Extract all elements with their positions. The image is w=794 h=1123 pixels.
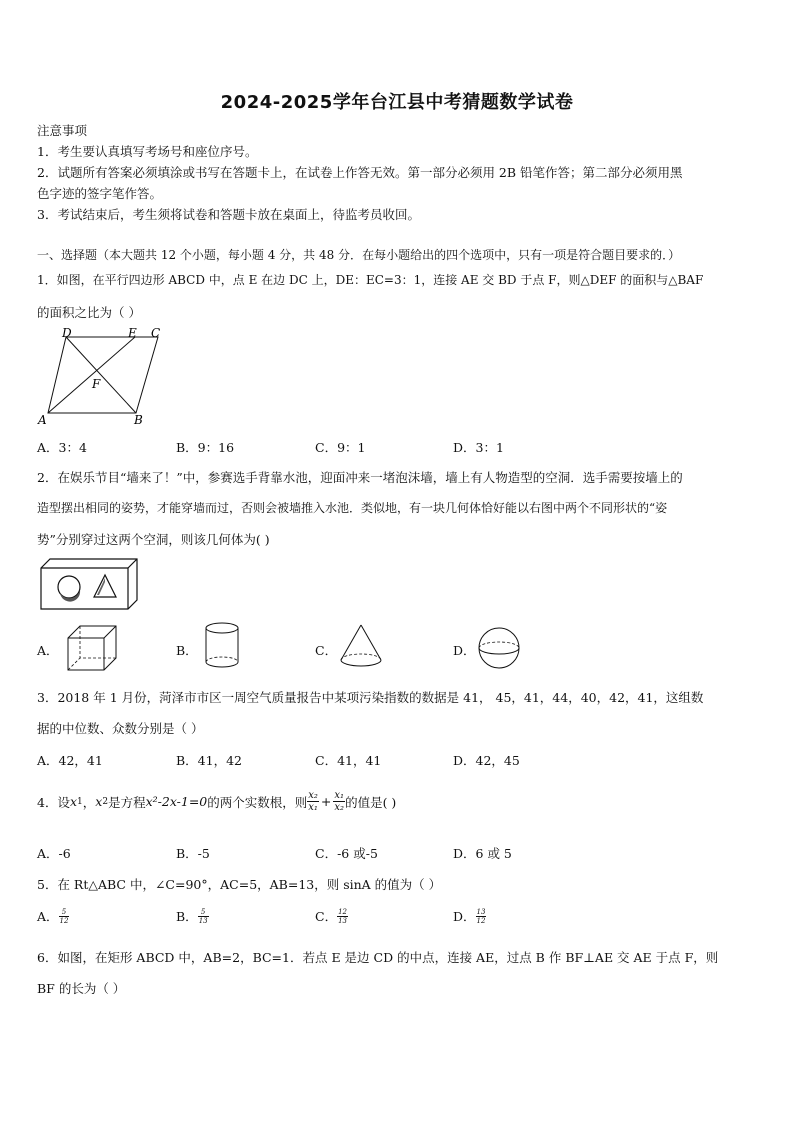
q4-fraction-1: $\frac{\text{x₂}}{\text{x₁}}$ (308, 790, 318, 813)
q4-sub2: 2 (102, 796, 109, 807)
q1-option-a[interactable]: A．3：4 (37, 440, 87, 455)
q1-option-b[interactable]: B．9：16 (176, 440, 235, 455)
q4-pre: 4．设 (37, 794, 70, 810)
q5-option-c[interactable]: C． $\frac{12}{13}$ (315, 907, 347, 925)
notice-item-2: 2．试题所有答案必须填涂或书写在答题卡上，在试卷上作答无效。第一部分必须用 2B 铅笔作答；第二部分必须用黑 (37, 165, 683, 180)
q3-option-a[interactable]: A．42，41 (37, 753, 103, 768)
q6-text-line1: 6．如图，在矩形 ABCD 中，AB=2，BC=1．若点 E 是边 CD 的中点，连接 AE，过点 B 作 BF⊥AE 交 AE 于点 F，则 (37, 950, 719, 965)
q1-text-line2: 的面积之比为（ ） (37, 305, 141, 320)
label-d: D (62, 326, 72, 340)
label-a: A (38, 413, 47, 427)
q5-option-d[interactable]: D． $\frac{13}{12}$ (453, 907, 486, 925)
label-e: E (128, 326, 137, 340)
q1-option-d[interactable]: D．3：1 (453, 440, 504, 455)
section-heading: 一、选择题（本大题共 12 个小题，每小题 4 分，共 48 分．在每小题给出的四个选项中，只有一项是符合题目要求的．） (37, 248, 681, 262)
q6-text-line2: BF 的长为（ ） (37, 981, 126, 996)
q4-comma: ， (82, 794, 96, 810)
q4-option-a[interactable]: A．-6 (37, 846, 71, 861)
q4-equation: x²-2x-1=0 (145, 794, 208, 809)
q4-mid: 是方程 (108, 794, 146, 810)
cube-icon (66, 624, 118, 672)
q2-option-a[interactable]: A． (37, 643, 59, 658)
q3-option-b[interactable]: B．41，42 (176, 753, 242, 768)
q2-text-line2: 造型摆出相同的姿势，才能穿墙而过，否则会被墙推入水池．类似地，有一块几何体恰好能以右图中两个不同形状的“姿 (37, 501, 668, 515)
q2-text-line1: 2．在娱乐节目“墙来了！”中，参赛选手背靠水池，迎面冲来一堵泡沫墙，墙上有人物造型的空洞．选手需要按墙上的 (37, 470, 683, 485)
q4-fraction-2: $\frac{\text{x₁}}{\text{x₂}}$ (334, 790, 345, 813)
cone-icon (338, 622, 384, 670)
q5-option-b[interactable]: B． $\frac{5}{13}$ (176, 907, 208, 925)
q5-option-a[interactable]: A． $\frac{5}{12}$ (37, 907, 69, 925)
q4-option-d[interactable]: D．6 或 5 (453, 846, 512, 861)
q3-option-c[interactable]: C．41，41 (315, 753, 382, 768)
label-f: F (92, 377, 101, 391)
q4-mid2: 的两个实数根，则 (207, 794, 308, 810)
page-title: 2024-2025学年台江县中考猜题数学试卷 (220, 92, 574, 113)
label-b: B (134, 413, 143, 427)
wall-with-holes-figure (38, 556, 140, 612)
q4-x2: x (95, 794, 103, 809)
q4-option-c[interactable]: C．-6 或-5 (315, 846, 378, 861)
cylinder-icon (202, 620, 242, 670)
q2-text-line3: 势”分别穿过这两个空洞，则该几何体为( ) (37, 532, 270, 547)
q4-option-b[interactable]: B．-5 (176, 846, 210, 861)
q2-option-d[interactable]: D． (453, 643, 476, 658)
q4-x1: x (69, 794, 78, 809)
notice-item-3: 3．考试结束后，考生须将试卷和答题卡放在桌面上，待监考员收回。 (37, 207, 420, 222)
q4-plus: + (320, 794, 332, 809)
notice-item-1: 1．考生要认真填写考场号和座位序号。 (37, 144, 258, 159)
q1-text-line1: 1．如图，在平行四边形 ABCD 中，点 E 在边 DC 上，DE：EC=3：1，连接 AE 交 BD 于点 F，则△DEF 的面积与△BAF (37, 273, 704, 287)
q1-option-c[interactable]: C．9：1 (315, 440, 366, 455)
q3-option-d[interactable]: D．42，45 (453, 753, 520, 768)
q4-text (37, 790, 396, 813)
q4-post: 的值是( ) (345, 794, 397, 810)
q3-text-line1: 3．2018 年 1 月份，菏泽市市区一周空气质量报告中某项污染指数的数据是 41， 45，41，44，40，42，41，这组数 (37, 690, 704, 705)
q2-option-b[interactable]: B． (176, 643, 198, 658)
label-c: C (151, 326, 161, 340)
q3-text-line2: 据的中位数、众数分别是（ ） (37, 721, 204, 736)
sphere-icon (476, 626, 522, 670)
parallelogram-figure (36, 325, 168, 431)
q2-option-c[interactable]: C． (315, 643, 338, 658)
notice-item-2-cont: 色字迹的签字笔作答。 (37, 186, 163, 201)
notice-heading: 注意事项 (37, 123, 88, 138)
q4-sub1: 1 (77, 796, 83, 807)
q5-text: 5．在 Rt△ABC 中，∠C=90°，AC=5，AB=13，则 sinA 的值为（ ） (37, 877, 442, 892)
